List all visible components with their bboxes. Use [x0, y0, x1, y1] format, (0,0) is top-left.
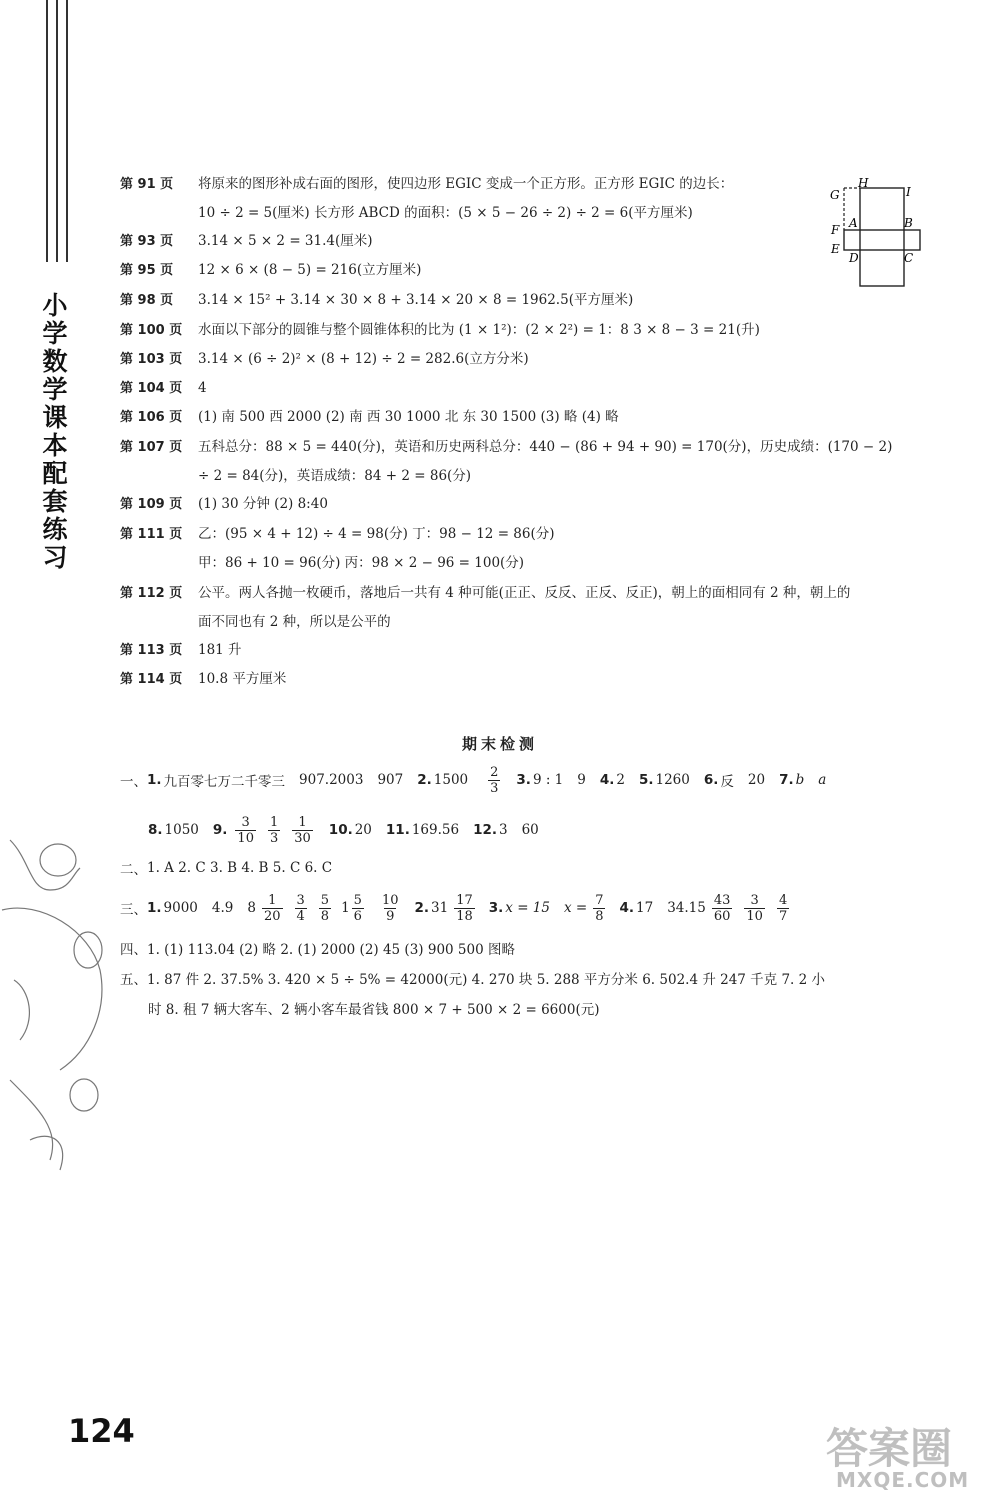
- entry-106: 第 106 页 (1) 南 500 西 2000 (2) 南 西 30 1000 北 东 30 1500 (3) 略 (4) 略: [120, 409, 619, 425]
- watermark-top: 答案圈: [826, 1424, 953, 1473]
- entry-100: 第 100 页 水面以下部分的圆锥与整个圆锥体积的比为 (1 × 1²)：(2 × 2²) = 1：8 3 × 8 − 3 = 21(升): [120, 322, 760, 338]
- final-line-5: 四、 1. (1) 113.04 (2) 略 2. (1) 2000 (2) 45 (3) 900 500 图略: [120, 942, 515, 958]
- entry-91-cont: 10 ÷ 2 = 5(厘米) 长方形 ABCD 的面积：(5 × 5 − 26 ÷ 2) ÷ 2 = 6(平方厘米): [198, 205, 693, 221]
- page-number: 124: [68, 1412, 135, 1450]
- fraction: $\frac{5}{8}$: [320, 892, 330, 924]
- margin-line-2: [56, 0, 58, 262]
- fraction: $\frac{3}{10}$: [746, 892, 763, 924]
- label-i: I: [906, 185, 911, 199]
- entry-107: 第 107 页 五科总分：88 × 5 = 440(分)，英语和历史两科总分：440 − (86 + 94 + 90) = 170(分)，历史成绩：(170 − 2): [120, 439, 893, 455]
- sketch-head-2: [74, 932, 102, 968]
- entry-93: 第 93 页 3.14 × 5 × 2 = 31.4(厘米): [120, 233, 373, 249]
- fraction: $\frac{1}{30}$: [294, 814, 311, 846]
- sketch-head-1: [40, 844, 76, 876]
- margin-line-1: [46, 0, 48, 262]
- sketch-line-2: [14, 980, 29, 1040]
- fraction: $\frac{7}{8}$: [595, 892, 604, 924]
- sketch-line-4: [30, 1136, 63, 1170]
- sketch-head-3: [70, 1079, 98, 1111]
- final-line-4: 三、 1. 9000 4.9 8 $\frac{1}{20}$ $\frac{3}{4}$ $\frac{5}{8}$ 1 $\frac{5}{6}$ $\frac{10}{9}$ 2. 31 $\frac{17}{18}$ 3. x = 15 x = $\frac{7}{8}$ 4. 17 34.15 $\frac{43}{60}$ $\frac{3}{10}$ $\frac{4}{7}$: [120, 892, 788, 924]
- fraction: $\frac{43}{60}$: [713, 892, 731, 924]
- section-title: 期末检测: [461, 735, 538, 753]
- final-line-6: 五、 1. 87 件 2. 37.5% 3. 420 × 5 ÷ 5% = 42000(元) 4. 270 块 5. 288 平方分米 6. 502.4 升 247 千克 7. 2 小: [120, 972, 826, 988]
- sketch-line-3: [10, 1080, 53, 1160]
- fraction: $\frac{2}{3}$: [490, 764, 499, 796]
- final-line-7: 时 8. 租 7 辆大客车、2 辆小客车最省钱 800 × 7 + 500 × 2 = 6600(元): [148, 1002, 600, 1018]
- entry-109: 第 109 页 (1) 30 分钟 (2) 8:40: [120, 496, 328, 512]
- final-line-2: 8. 1050 9. $\frac{3}{10}$ $\frac{1}{3}$ $\frac{1}{30}$ 10. 20 11. 169.56 12. 3 60: [148, 814, 539, 846]
- entry-112: 第 112 页 公平。两人各抛一枚硬币，落地后一共有 4 种可能(正正、反反、正反、反正)，朝上的面相同有 2 种，朝上的: [120, 585, 851, 601]
- label-a: A: [849, 216, 858, 230]
- entry-91: 第 91 页 将原来的图形补成右面的图形，使四边形 EGIC 变成一个正方形。正方形 EGIC 的边长：: [120, 176, 734, 192]
- label-e: E: [831, 242, 840, 256]
- vertical-rect: [860, 188, 904, 286]
- entry-111-cont: 甲：86 + 10 = 96(分) 丙：98 × 2 − 96 = 100(分): [198, 555, 525, 571]
- entry-103: 第 103 页 3.14 × (6 ÷ 2)² × (8 + 12) ÷ 2 = 282.6(立方分米): [120, 351, 529, 367]
- fraction: $\frac{3}{10}$: [237, 814, 254, 846]
- entry-107-cont: ÷ 2 = 84(分)，英语成绩：84 + 2 = 86(分): [198, 468, 472, 484]
- horizontal-rect: [844, 230, 920, 250]
- label-g: G: [830, 188, 840, 202]
- fraction: $\frac{17}{18}$: [456, 892, 473, 924]
- entry-104: 第 104 页 4: [120, 380, 207, 396]
- decorative-sketch-illustration: [0, 820, 120, 1180]
- entry-112-cont: 面不同也有 2 种，所以是公平的: [198, 614, 391, 630]
- entry-98: 第 98 页 3.14 × 15² + 3.14 × 30 × 8 + 3.14 × 20 × 8 = 1962.5(平方厘米): [120, 292, 634, 308]
- mixed-number: 1 $\frac{5}{6}$: [341, 892, 362, 924]
- watermark-bottom: MXQE.COM: [836, 1468, 970, 1492]
- spine-title: 小 学 数 学 课 本 配 套 练 习: [42, 291, 68, 572]
- fraction: $\frac{1}{3}$: [269, 814, 279, 846]
- entry-111: 第 111 页 乙：(95 × 4 + 12) ÷ 4 = 98(分) 丁：98 − 12 = 86(分): [120, 526, 555, 542]
- entry-113: 第 113 页 181 升: [120, 642, 242, 658]
- final-line-3: 二、 1. A 2. C 3. B 4. B 5. C 6. C: [120, 860, 333, 878]
- fraction: $\frac{10}{9}$: [381, 892, 399, 924]
- fraction: $\frac{1}{20}$: [263, 892, 281, 924]
- fraction: $\frac{3}{4}$: [296, 892, 305, 924]
- label-c: C: [904, 251, 914, 265]
- entry-114: 第 114 页 10.8 平方厘米: [120, 671, 287, 687]
- label-h: H: [858, 176, 869, 190]
- label-d: D: [849, 251, 859, 265]
- geometry-figure: [826, 176, 926, 292]
- final-line-1: 一、 1. 九百零七万二千零三 907.2003 907 2. 1500 $\frac{2}{3}$ 3. 9 : 1 9 4. 2 5. 1260 6. 反 20 7. b a: [120, 764, 827, 796]
- label-b: B: [904, 216, 913, 230]
- entry-95: 第 95 页 12 × 6 × (8 − 5) = 216(立方厘米): [120, 262, 422, 278]
- margin-line-3: [66, 0, 68, 262]
- fraction: $\frac{4}{7}$: [778, 892, 788, 924]
- label-f: F: [831, 223, 840, 237]
